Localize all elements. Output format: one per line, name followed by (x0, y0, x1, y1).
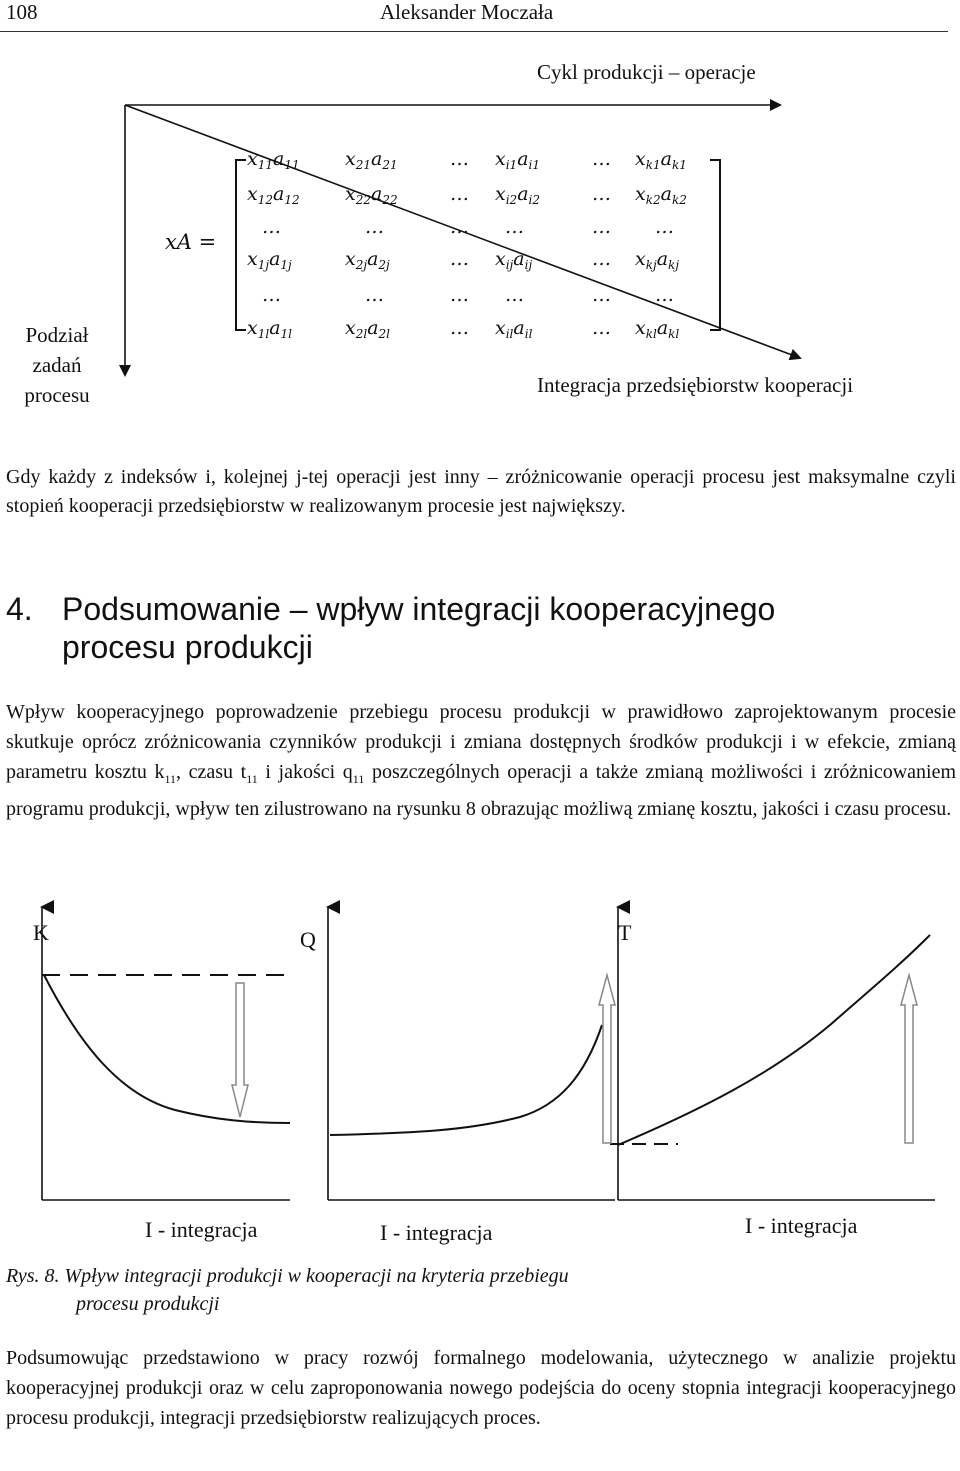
k-curve (44, 975, 290, 1123)
paragraph-summary: Podsumowując przedstawiono w pracy rozwój formalnego modelowania, użytecznego w analizie projektu kooperacyjnej produkcji oraz w celu zaproponowania nowego podejścia do oceny stopnia integracji kooperacyjnego procesu produkcji, integracji przedsiębiorstw realizujących proces. (6, 1347, 956, 1429)
matrix-element: $x_{2j}a_{2j}$ (345, 248, 390, 272)
matrix-ellipsis: … (262, 216, 281, 238)
matrix-ellipsis: … (450, 148, 469, 170)
xlabel-1: I - integracja (145, 1217, 258, 1242)
division-label: Podział zadań procesu (24, 323, 90, 407)
matrix-ellipsis: … (450, 284, 469, 306)
matrix-left-bracket (236, 160, 246, 330)
matrix-ellipsis: … (655, 284, 674, 306)
matrix-ellipsis: … (505, 284, 524, 306)
matrix-element: $x_{ij}a_{ij}$ (495, 248, 533, 272)
matrix-element: $x_{il}a_{il}$ (495, 317, 533, 341)
section-title (6, 590, 946, 666)
xlabel-2: I - integracja (380, 1220, 493, 1245)
matrix-element: $x_{1l}a_{1l}$ (247, 317, 293, 341)
axis-t-label: T (618, 920, 632, 945)
section-title-line2: procesu produkcji (62, 629, 313, 665)
matrix-ellipsis: … (450, 248, 469, 270)
graph-time (618, 907, 935, 1200)
t-arrow-up (901, 975, 917, 1143)
figure-8 (0, 895, 960, 1255)
matrix-ellipsis: … (592, 284, 611, 306)
matrix-ellipsis: … (655, 216, 674, 238)
graph-quality (328, 907, 678, 1200)
matrix-ellipsis: … (262, 284, 281, 306)
page-number: 108 (6, 0, 38, 24)
matrix-ellipsis: … (592, 148, 611, 170)
xlabel-3: I - integracja (745, 1213, 858, 1238)
matrix-element: $x_{k2}a_{k2}$ (635, 183, 687, 207)
axis-k-label: K (33, 920, 49, 945)
matrix-element: $x_{2l}a_{2l}$ (345, 317, 391, 341)
paragraph-effects: Wpływ kooperacyjnego poprowadzenie przebiegu procesu produkcji w prawidłowo zaprojektowanym procesie skutkuje oprócz zróżnicowania czynników produkcji i zmiana dostępnych środków produkcji i w efekcie, zmianą parametru kosztu $k_{11}$, czasu $t_{11}$ i jakości $q_{11}$ poszczególnych operacji a także zmianą możliwości i zróżnicowaniem programu produkcji, wpływ ten zilustrowano na rysunku 8 obrazując możliwą zmianę kosztu, jakości i czasu procesu. (6, 701, 957, 820)
integration-label: Integracja przedsiębiorstw kooperacji (537, 373, 854, 397)
matrix-element: $x_{kl}a_{kl}$ (635, 317, 680, 341)
graph-cost (42, 907, 290, 1200)
matrix-ellipsis: … (592, 216, 611, 238)
matrix-ellipsis: … (505, 216, 524, 238)
matrix-element: $x_{k1}a_{k1}$ (635, 148, 687, 172)
matrix-element: $x_{12}a_{12}$ (247, 183, 300, 207)
matrix-right-bracket (710, 160, 720, 330)
axis-q-label: Q (300, 927, 316, 952)
matrix-element: $x_{21}a_{21}$ (345, 148, 398, 172)
paragraph-intro: Gdy każdy z indeksów i, kolejnej j-tej operacji jest inny – zróżnicowanie operacji procesu jest maksymalne czyli stopień kooperacji przedsiębiorstw w realizowanym procesie jest największy. (6, 466, 956, 517)
matrix-element: $x_{11}a_{11}$ (247, 148, 300, 172)
matrix-element: $x_{kj}a_{kj}$ (635, 248, 680, 272)
section-title-line1: Podsumowanie – wpływ integracji kooperacyjnego (62, 591, 776, 627)
matrix-diagram (0, 40, 960, 420)
diagram-arrows (0, 40, 960, 420)
matrix-ellipsis: … (365, 216, 384, 238)
matrix-element: $x_{i1}a_{i1}$ (495, 148, 541, 172)
matrix-ellipsis: … (450, 216, 469, 238)
matrix-ellipsis: … (450, 317, 469, 339)
running-header-author: Aleksander Moczała (380, 0, 554, 24)
cycle-label: Cykl produkcji – operacje (537, 60, 756, 84)
matrix-element: $x_{1j}a_{1j}$ (247, 248, 292, 272)
matrix-ellipsis: … (592, 183, 611, 205)
k-arrow-down (232, 983, 248, 1117)
matrix-ellipsis: … (450, 183, 469, 205)
q-curve (330, 1025, 602, 1135)
matrix-ellipsis: … (592, 248, 611, 270)
figure-graphs (0, 895, 960, 1255)
matrix-element: $x_{i2}a_{i2}$ (495, 183, 541, 207)
q-arrow-up (599, 975, 615, 1143)
matrix-element: $x_{22}a_{22}$ (345, 183, 398, 207)
header-rule (0, 31, 948, 32)
matrix-ellipsis: … (365, 284, 384, 306)
matrix-ellipsis: … (592, 317, 611, 339)
section-number: 4. (6, 591, 33, 627)
matrix-lhs: xA = (165, 230, 217, 254)
figure-caption: Rys. 8. Wpływ integracji produkcji w kooperacji na kryteria przebiegu procesu produkcji (6, 1265, 569, 1315)
t-curve (618, 935, 930, 1145)
